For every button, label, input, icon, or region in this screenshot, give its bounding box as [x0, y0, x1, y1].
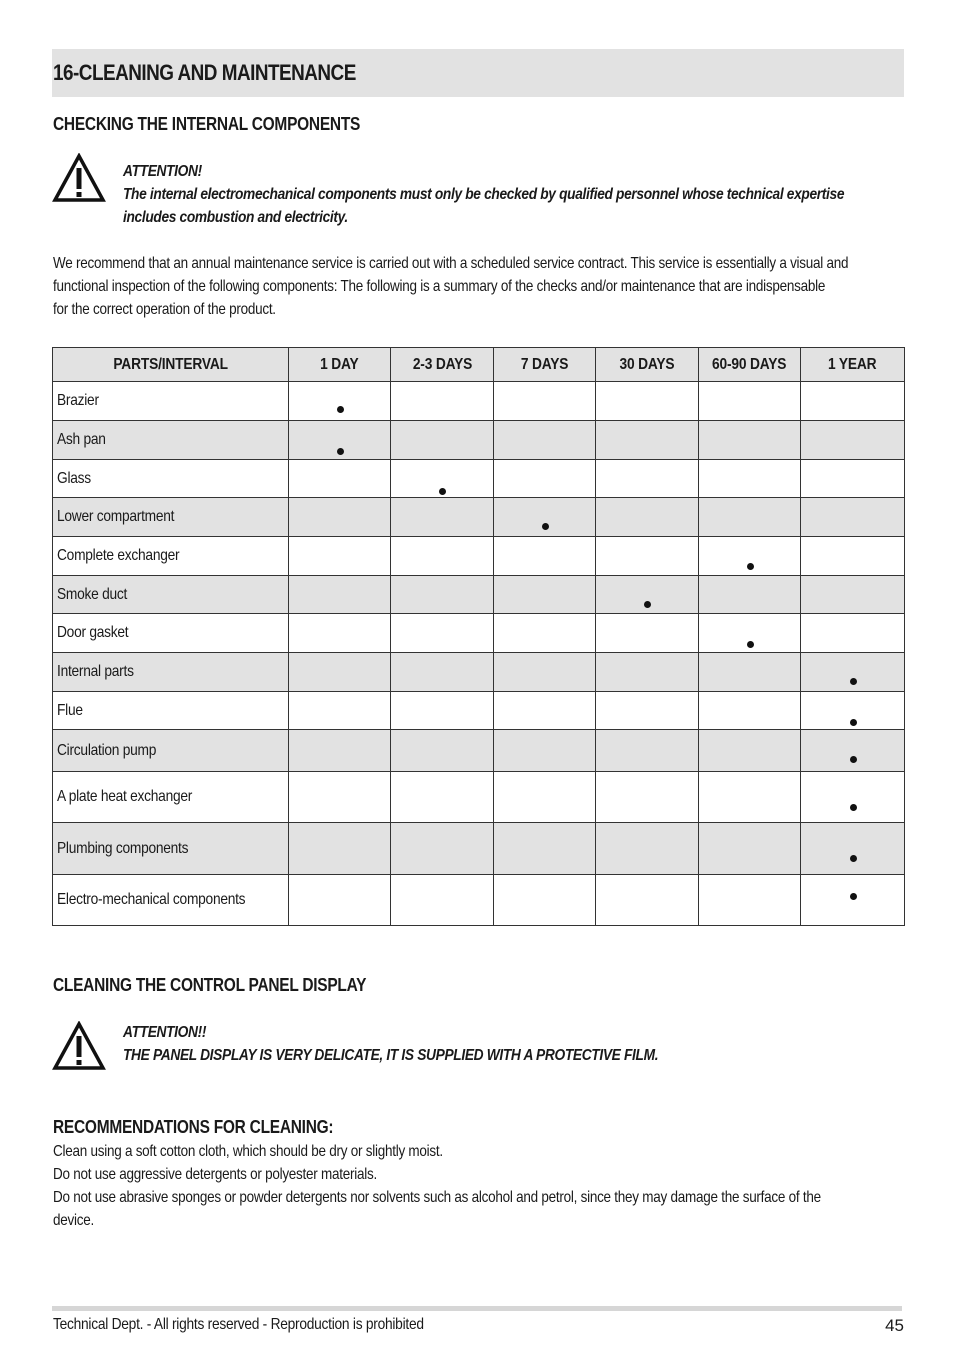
recommendations-list — [53, 1140, 904, 1232]
interval-cell — [494, 875, 596, 926]
interval-cell — [391, 823, 494, 875]
table-row — [53, 421, 905, 460]
interval-cell — [494, 692, 596, 730]
interval-cell — [494, 537, 596, 576]
table-row — [53, 537, 905, 576]
interval-cell — [801, 772, 905, 823]
paragraph-line: We recommend that an annual maintenance service is carried out with a scheduled service contract. This service is essentially a visual and — [53, 255, 849, 272]
table-row — [53, 382, 905, 421]
interval-cell — [596, 730, 699, 772]
interval-cell — [596, 614, 699, 653]
interval-cell — [801, 576, 905, 614]
recommendation-line: device. — [53, 1212, 94, 1229]
interval-cell — [596, 382, 699, 421]
interval-cell — [596, 653, 699, 692]
paragraph-line: for the correct operation of the product. — [53, 301, 276, 318]
interval-cell — [699, 614, 801, 653]
part-name-cell — [53, 730, 289, 772]
header-2-3-days: 2-3 DAYS — [391, 348, 494, 382]
display-attention — [123, 1021, 913, 1067]
bullet-dot-icon — [850, 756, 857, 763]
interval-cell — [699, 537, 801, 576]
interval-cell — [494, 576, 596, 614]
attention-label: ATTENTION! — [123, 163, 202, 180]
interval-cell — [289, 823, 391, 875]
bullet-dot-icon — [747, 563, 754, 570]
recommendation-line: Do not use aggressive detergents or polyester materials. — [53, 1166, 377, 1183]
footer-divider — [52, 1306, 902, 1311]
interval-cell — [289, 653, 391, 692]
interval-cell — [289, 421, 391, 460]
maintenance-intro-paragraph — [53, 252, 904, 321]
interval-cell — [289, 460, 391, 498]
maintenance-schedule-table — [52, 347, 905, 926]
part-name-cell — [53, 382, 289, 421]
interval-cell — [801, 382, 905, 421]
warning-triangle-icon — [52, 153, 106, 203]
interval-cell — [699, 823, 801, 875]
interval-cell — [801, 614, 905, 653]
part-name-cell — [53, 772, 289, 823]
table-row — [53, 576, 905, 614]
interval-cell — [289, 576, 391, 614]
interval-cell — [596, 576, 699, 614]
part-name-cell — [53, 576, 289, 614]
interval-cell — [699, 772, 801, 823]
interval-cell — [494, 772, 596, 823]
part-name: Internal parts — [57, 663, 134, 680]
interval-cell — [494, 653, 596, 692]
interval-cell — [801, 537, 905, 576]
part-name-cell — [53, 614, 289, 653]
part-name: Plumbing components — [57, 839, 189, 857]
part-name: Circulation pump — [57, 741, 157, 759]
recommendation-line: Clean using a soft cotton cloth, which should be dry or slightly moist. — [53, 1143, 443, 1160]
interval-cell — [699, 576, 801, 614]
interval-cell — [494, 823, 596, 875]
display-cleaning-heading: CLEANING THE CONTROL PANEL DISPLAY — [53, 975, 367, 995]
part-name-cell — [53, 460, 289, 498]
part-name: Brazier — [57, 392, 99, 409]
bullet-dot-icon — [850, 893, 857, 900]
interval-cell — [289, 382, 391, 421]
section-title: 16-CLEANING AND MAINTENANCE — [53, 60, 356, 85]
interval-cell — [391, 382, 494, 421]
header-parts: PARTS/INTERVAL — [53, 348, 289, 382]
internal-check-attention — [123, 160, 913, 229]
part-name-cell — [53, 421, 289, 460]
interval-cell — [699, 730, 801, 772]
interval-cell — [289, 614, 391, 653]
interval-cell — [391, 653, 494, 692]
interval-cell — [289, 498, 391, 537]
interval-cell — [391, 730, 494, 772]
interval-cell — [391, 421, 494, 460]
part-name: Glass — [57, 469, 91, 487]
table-row — [53, 692, 905, 730]
part-name-cell — [53, 823, 289, 875]
interval-cell — [391, 614, 494, 653]
attention-text-line: includes combustion and electricity. — [123, 209, 348, 226]
part-name: Door gasket — [57, 624, 129, 641]
interval-cell — [596, 537, 699, 576]
interval-cell — [289, 875, 391, 926]
part-name: Ash pan — [57, 431, 106, 448]
bullet-dot-icon — [850, 804, 857, 811]
warning-triangle-icon — [52, 1021, 106, 1071]
interval-cell — [801, 653, 905, 692]
bullet-dot-icon — [337, 448, 344, 455]
interval-cell — [801, 875, 905, 926]
interval-cell — [494, 421, 596, 460]
part-name-cell — [53, 537, 289, 576]
interval-cell — [801, 823, 905, 875]
interval-cell — [391, 460, 494, 498]
interval-cell — [699, 653, 801, 692]
interval-cell — [494, 614, 596, 653]
interval-cell — [494, 498, 596, 537]
interval-cell — [699, 875, 801, 926]
internal-check-heading: CHECKING THE INTERNAL COMPONENTS — [53, 114, 361, 134]
attention-label: ATTENTION!! — [123, 1024, 207, 1041]
part-name-cell — [53, 692, 289, 730]
part-name: A plate heat exchanger — [57, 788, 193, 805]
part-name: Flue — [57, 701, 83, 719]
interval-cell — [391, 576, 494, 614]
bullet-dot-icon — [850, 678, 857, 685]
interval-cell — [699, 382, 801, 421]
interval-cell — [391, 537, 494, 576]
interval-cell — [391, 875, 494, 926]
table-row — [53, 653, 905, 692]
paragraph-line: functional inspection of the following components: The following is a summary of the checks and/or maintenance that are indispensable — [53, 278, 826, 295]
bullet-dot-icon — [644, 601, 651, 608]
header-1-day: 1 DAY — [289, 348, 391, 382]
interval-cell — [596, 823, 699, 875]
table-header-row — [53, 348, 905, 382]
part-name: Complete exchanger — [57, 547, 180, 564]
interval-cell — [801, 498, 905, 537]
part-name: Smoke duct — [57, 585, 128, 603]
page-number: 45 — [885, 1316, 904, 1335]
interval-cell — [801, 692, 905, 730]
header-7-days: 7 DAYS — [494, 348, 596, 382]
interval-cell — [494, 460, 596, 498]
part-name-cell — [53, 498, 289, 537]
interval-cell — [289, 692, 391, 730]
interval-cell — [596, 421, 699, 460]
interval-cell — [391, 498, 494, 537]
bullet-dot-icon — [850, 855, 857, 862]
bullet-dot-icon — [337, 406, 344, 413]
header-30-days: 30 DAYS — [596, 348, 699, 382]
table-row — [53, 614, 905, 653]
bullet-dot-icon — [542, 523, 549, 530]
recommendation-line: Do not use abrasive sponges or powder detergents nor solvents such as alcohol and petrol, since they may damage the surface of the — [53, 1189, 821, 1206]
bullet-dot-icon — [747, 641, 754, 648]
attention-text-line: The internal electromechanical components must only be checked by qualified personnel whose technical expertise — [123, 186, 845, 203]
interval-cell — [596, 772, 699, 823]
recommendations-heading: RECOMMENDATIONS FOR CLEANING: — [53, 1117, 334, 1137]
interval-cell — [494, 382, 596, 421]
part-name-cell — [53, 875, 289, 926]
interval-cell — [391, 692, 494, 730]
table-row — [53, 460, 905, 498]
interval-cell — [699, 460, 801, 498]
interval-cell — [289, 772, 391, 823]
interval-cell — [699, 421, 801, 460]
bullet-dot-icon — [850, 719, 857, 726]
bullet-dot-icon — [439, 488, 446, 495]
header-60-90-days: 60-90 DAYS — [699, 348, 801, 382]
table-row — [53, 875, 905, 926]
table-row — [53, 730, 905, 772]
interval-cell — [699, 692, 801, 730]
interval-cell — [596, 460, 699, 498]
part-name: Lower compartment — [57, 508, 175, 525]
table-row — [53, 498, 905, 537]
interval-cell — [596, 875, 699, 926]
interval-cell — [801, 730, 905, 772]
interval-cell — [391, 772, 494, 823]
footer-copyright: Technical Dept. - All rights reserved - Reproduction is prohibited — [53, 1316, 424, 1333]
part-name: Electro-mechanical components — [57, 891, 246, 908]
header-1-year: 1 YEAR — [801, 348, 905, 382]
section-header — [52, 49, 904, 97]
part-name-cell — [53, 653, 289, 692]
interval-cell — [289, 730, 391, 772]
interval-cell — [494, 730, 596, 772]
interval-cell — [596, 498, 699, 537]
interval-cell — [596, 692, 699, 730]
interval-cell — [289, 537, 391, 576]
attention-text-line: THE PANEL DISPLAY IS VERY DELICATE, IT IS SUPPLIED WITH A PROTECTIVE FILM. — [123, 1047, 659, 1064]
interval-cell — [801, 460, 905, 498]
table-row — [53, 772, 905, 823]
interval-cell — [801, 421, 905, 460]
interval-cell — [699, 498, 801, 537]
table-body — [53, 382, 905, 926]
table-row — [53, 823, 905, 875]
